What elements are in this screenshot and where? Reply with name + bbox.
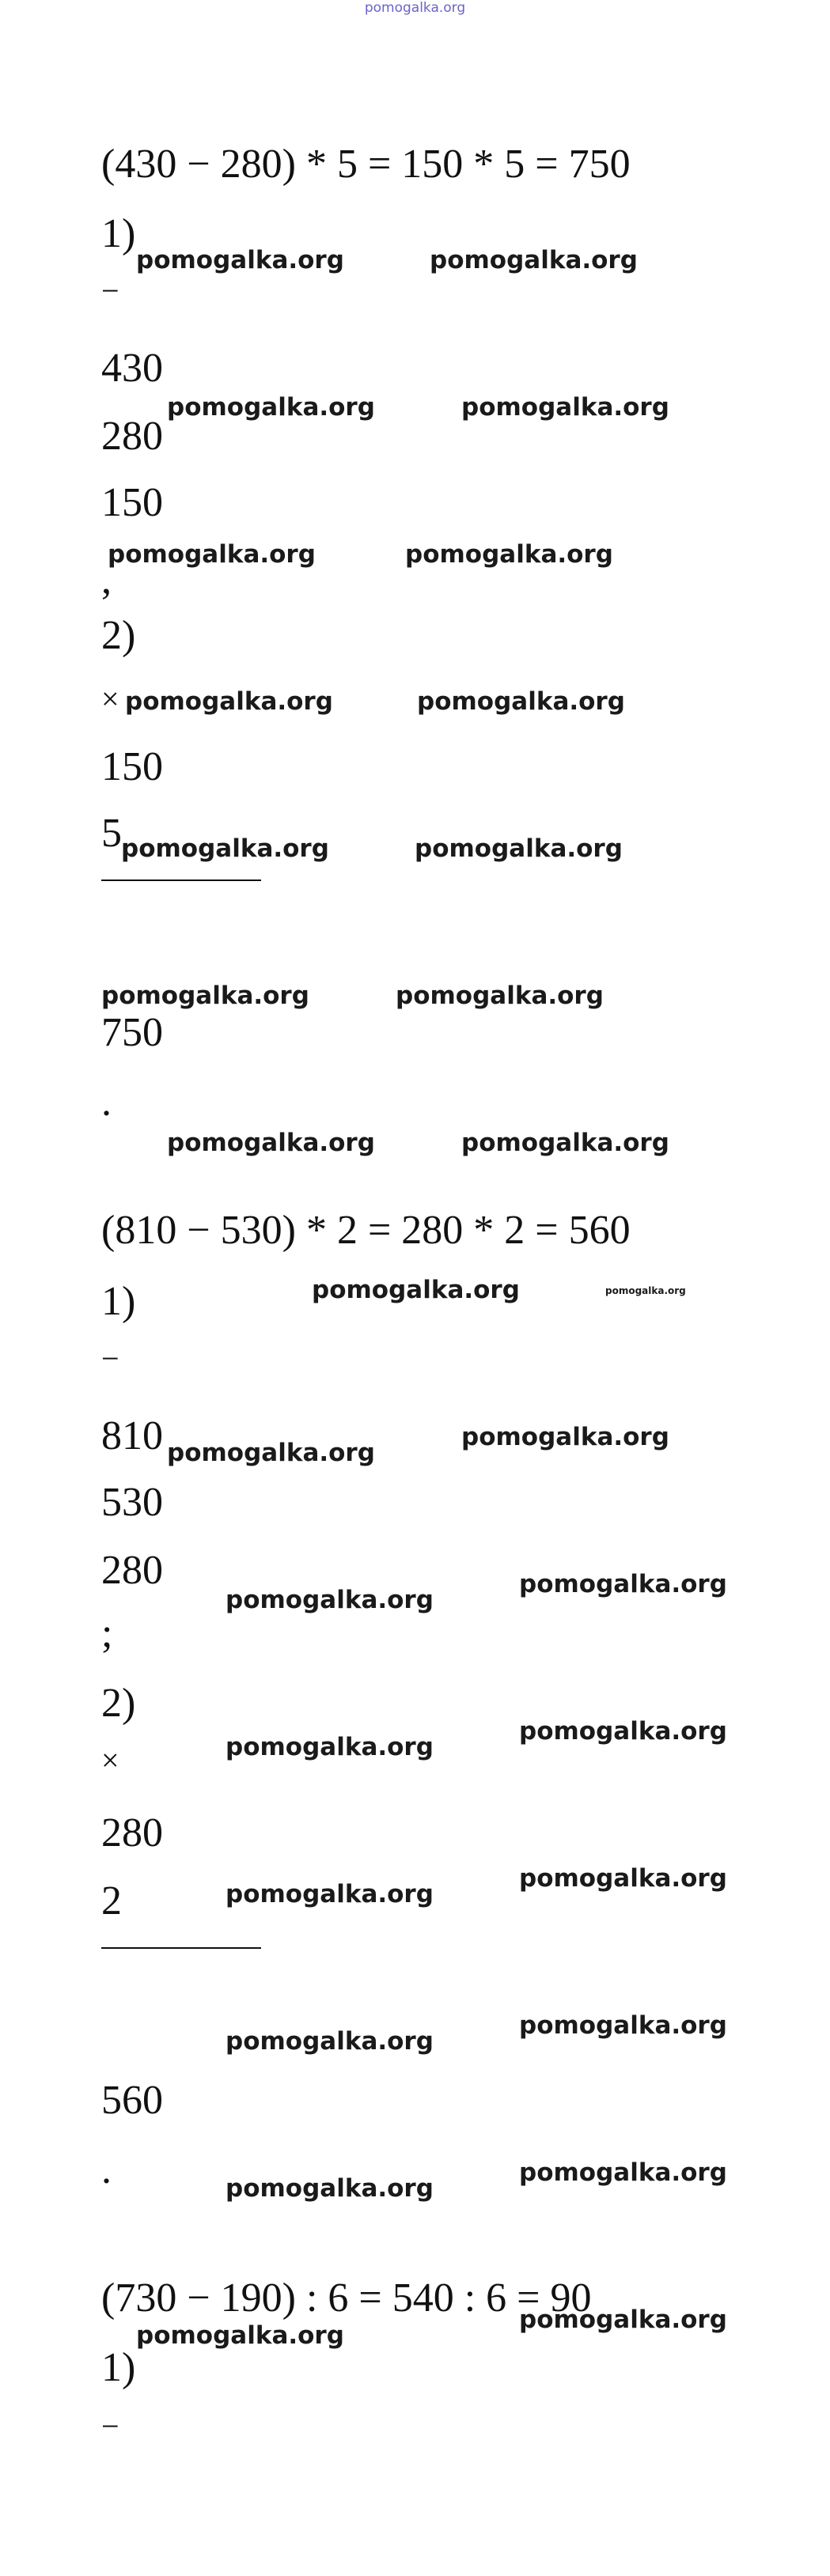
watermark: pomogalka.org <box>226 1586 434 1614</box>
product-rule <box>101 879 261 881</box>
watermark: pomogalka.org <box>417 687 625 716</box>
watermark: pomogalka.org <box>108 540 316 569</box>
watermark: pomogalka.org <box>461 1423 669 1451</box>
watermark: pomogalka.org <box>519 1864 727 1893</box>
minus-sign: − <box>101 2408 119 2444</box>
watermark: pomogalka.org <box>519 1717 727 1746</box>
multiply-sign: × <box>101 1742 119 1778</box>
watermark: pomogalka.org <box>519 1570 727 1598</box>
watermark: pomogalka.org <box>461 1129 669 1157</box>
watermark: pomogalka.org <box>167 1129 375 1157</box>
watermark: pomogalka.org <box>226 1733 434 1761</box>
watermark: pomogalka.org <box>136 2321 344 2350</box>
watermark: pomogalka.org <box>605 1285 686 1296</box>
watermark: pomogalka.org <box>226 2027 434 2056</box>
watermark: pomogalka.org <box>519 2158 727 2187</box>
watermark: pomogalka.org <box>167 393 375 422</box>
minuend: 810 <box>101 1413 163 1458</box>
watermark: pomogalka.org <box>125 687 333 716</box>
step-1-1-label: 1) <box>101 211 136 256</box>
step-separator: , <box>101 558 112 603</box>
multiplier: 5 <box>101 811 122 856</box>
step-2-1-label: 1) <box>101 1279 136 1324</box>
difference: 150 <box>101 480 163 525</box>
site-header-link[interactable]: pomogalka.org <box>364 0 466 16</box>
watermark: pomogalka.org <box>226 1880 434 1908</box>
watermark: pomogalka.org <box>101 982 309 1010</box>
minus-sign: − <box>101 273 119 308</box>
watermark: pomogalka.org <box>461 393 669 422</box>
watermark: pomogalka.org <box>136 246 344 274</box>
watermark: pomogalka.org <box>430 246 638 274</box>
step-separator: ; <box>101 1611 113 1656</box>
difference: 280 <box>101 1548 163 1593</box>
multiplicand: 280 <box>101 1810 163 1855</box>
watermark: pomogalka.org <box>519 2306 727 2334</box>
watermark: pomogalka.org <box>167 1439 375 1467</box>
subtrahend: 530 <box>101 1480 163 1525</box>
step-1-2-label: 2) <box>101 613 136 658</box>
step-end-mark: . <box>101 2147 112 2192</box>
product-rule <box>101 1947 261 1949</box>
step-end-mark: . <box>101 1080 112 1125</box>
watermark: pomogalka.org <box>519 2011 727 2040</box>
expression-1: (430 − 280) * 5 = 150 * 5 = 750 <box>101 142 631 187</box>
watermark: pomogalka.org <box>396 982 604 1010</box>
product: 560 <box>101 2078 163 2123</box>
watermark: pomogalka.org <box>121 834 329 863</box>
step-3-1-label: 1) <box>101 2345 136 2390</box>
expression-2: (810 − 530) * 2 = 280 * 2 = 560 <box>101 1208 631 1253</box>
minus-sign: − <box>101 1341 119 1376</box>
subtrahend: 280 <box>101 414 163 459</box>
watermark: pomogalka.org <box>312 1276 520 1304</box>
product: 750 <box>101 1010 163 1055</box>
watermark: pomogalka.org <box>405 540 613 569</box>
multiplicand: 150 <box>101 744 163 789</box>
multiplier: 2 <box>101 1878 122 1923</box>
minuend: 430 <box>101 346 163 391</box>
expression-3: (730 − 190) : 6 = 540 : 6 = 90 <box>101 2275 592 2321</box>
watermark: pomogalka.org <box>226 2174 434 2203</box>
watermark: pomogalka.org <box>415 834 623 863</box>
multiply-sign: × <box>101 681 119 717</box>
step-2-2-label: 2) <box>101 1681 136 1726</box>
